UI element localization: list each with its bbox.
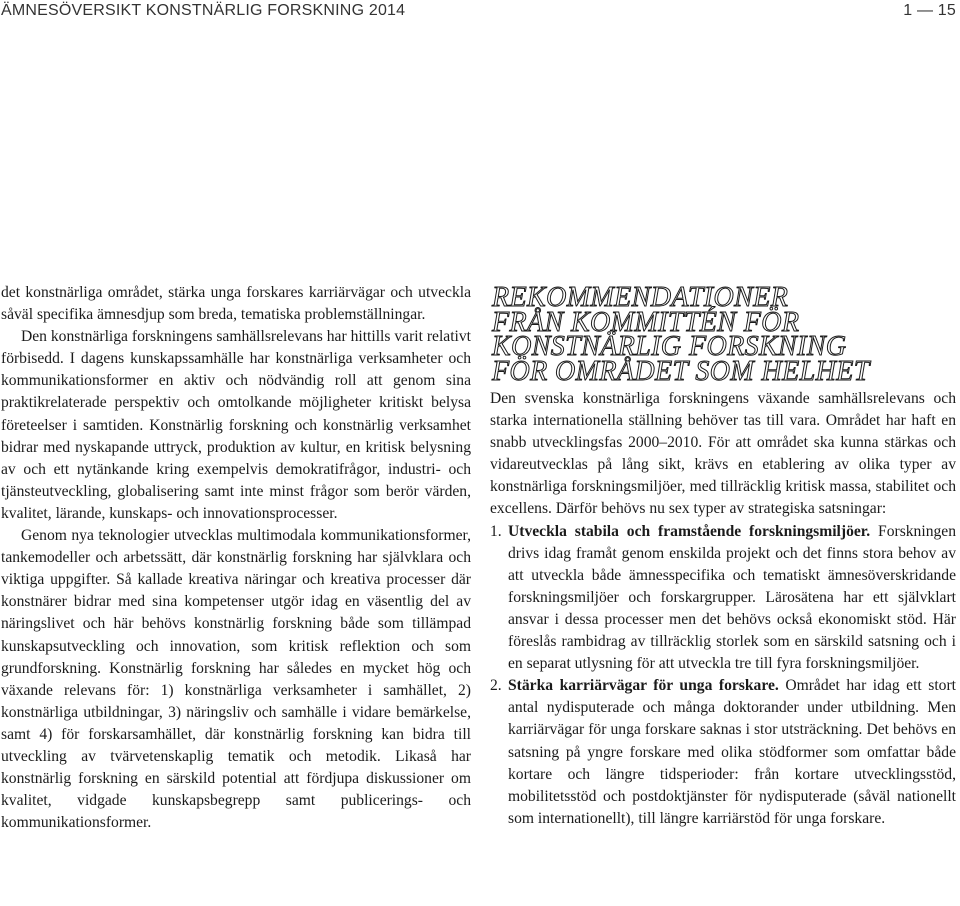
right-column (490, 388, 956, 830)
page-number: 1 — 15 (903, 2, 956, 19)
heading-line: FRÅN KOMMITTÉN FÖR (492, 306, 800, 338)
list-number: 2. (490, 677, 502, 695)
list-item (490, 521, 956, 676)
document-title: ÄMNESÖVERSIKT KONSTNÄRLIG FORSKNING 2014 (1, 2, 406, 19)
heading-line: FÖR OMRÅDET SOM HELHET (492, 355, 870, 387)
paragraph: Genom nya teknologier utvecklas multimodala kommunikationsformer, tankemodeller och arbetssätt, där konstnärlig forskning har självklara och viktiga uppgifter. Så kallade kreativa näringar och kreativa processer där konstnärer bidrar med sina kompetenser utgör idag en väsentlig del av näringslivet och här behövs konstnärlig forskning både som tillämpad kunskapsutveckling och innovation, som kritisk reflektion och som grundforskning. Konstnärlig forskning har således en mycket hög och växande relevans för: 1) konstnärliga verksamheter i samhället, 2) konstnärliga utbildningar, 3) näringsliv och samhälle i vidare bemärkelse, samt 4) för forskarsamhället, där konstnärlig forskning kan bidra till utveckling av tvärvetenskaplig tematik och metodik. Likaså har konstnärlig forskning en särskild potential att fördjupa diskussioner om kvalitet, vidgade kunskapsbegrepp samt publicerings- och kommunikationsformer. (1, 527, 471, 832)
list-number: 1. (490, 522, 502, 540)
heading-line: REKOMMENDATIONER (492, 282, 789, 313)
item-title: Utveckla stabila och framstående forskningsmiljöer. (508, 522, 879, 540)
heading-line: KONSTNÄRLIG FORSKNING (492, 331, 847, 362)
intro-paragraph: Den svenska konstnärliga forskningens växande samhällsrelevans och starka internationella ställning behöver tas till vara. Området har haft en snabb utvecklingsfas 2000–2010. För att området ska kunna stärkas och vidareutvecklas på lång sikt, krävs en etablering av olika typer av konstnärliga forskningsmiljöer, med tillräcklig kritisk massa, stabilitet och excellens. Därför behövs nu sex typer av strategiska satsningar: (490, 390, 956, 518)
item-text: Området har idag ett stort antal nydisputerade och många doktorander under utbildning. Men karriärvägar för unga forskare saknas i stor utsträckning. Det behövs en satsning på yngre forskare med olika stödformer som omfattar både kortare och längre tidsperioder: från kortare utvecklingsstöd, mobilitetsstöd och postdoktjänster för nydisputerade (såväl nationellt som internationellt), till längre karriärstöd för unga forskare. (508, 677, 957, 827)
item-title: Stärka karriärvägar för unga forskare. (508, 677, 786, 695)
paragraph: det konstnärliga området, stärka unga forskares karriärvägar och utveckla såväl specifika ämnesdjup som breda, tematiska problemställningar. (1, 284, 471, 324)
item-text: Forskningen drivs idag framåt genom enskilda projekt och det finns stora behov av att utveckla både ämnesspecifika och tematiskt ämnesöverskridande forskningsmiljöer och forskargrupper. Lärosätena har ett självklart ansvar i dessa processer men det behövs också ekonomiskt stöd. Här föreslås rambidrag av tillräcklig storlek som en särskild satsning och i en separat utlysning för att utveckla tre till fyra forskningsmiljöer. (508, 522, 956, 673)
recommendation-list (490, 521, 956, 830)
section-heading (492, 282, 958, 387)
list-item (490, 675, 956, 830)
page-header (0, 0, 960, 30)
paragraph: Den konstnärliga forskningens samhällsrelevans har hittills varit relativt förbisedd. I dagens kunskapssamhälle har konstnärliga verksamheter och kommunikationsformer en aktiv och nödvändig roll att genom sina praktikrelaterade perspektiv och omtolkande möjligheter kritiskt belysa företeelser i samtiden. Konstnärlig forskning och konstnärlig verksamhet bidrar med nyskapande uttryck, produktion av kultur, en kritisk belysning av och ett nytänkande kring exempelvis demokratifrågor, industri- och tjänsteutveckling, globalisering samt inte minst frågor som berör värden, kvalitet, lärande, kunskaps- och innovationsprocesser. (1, 328, 471, 522)
left-column (1, 282, 471, 834)
